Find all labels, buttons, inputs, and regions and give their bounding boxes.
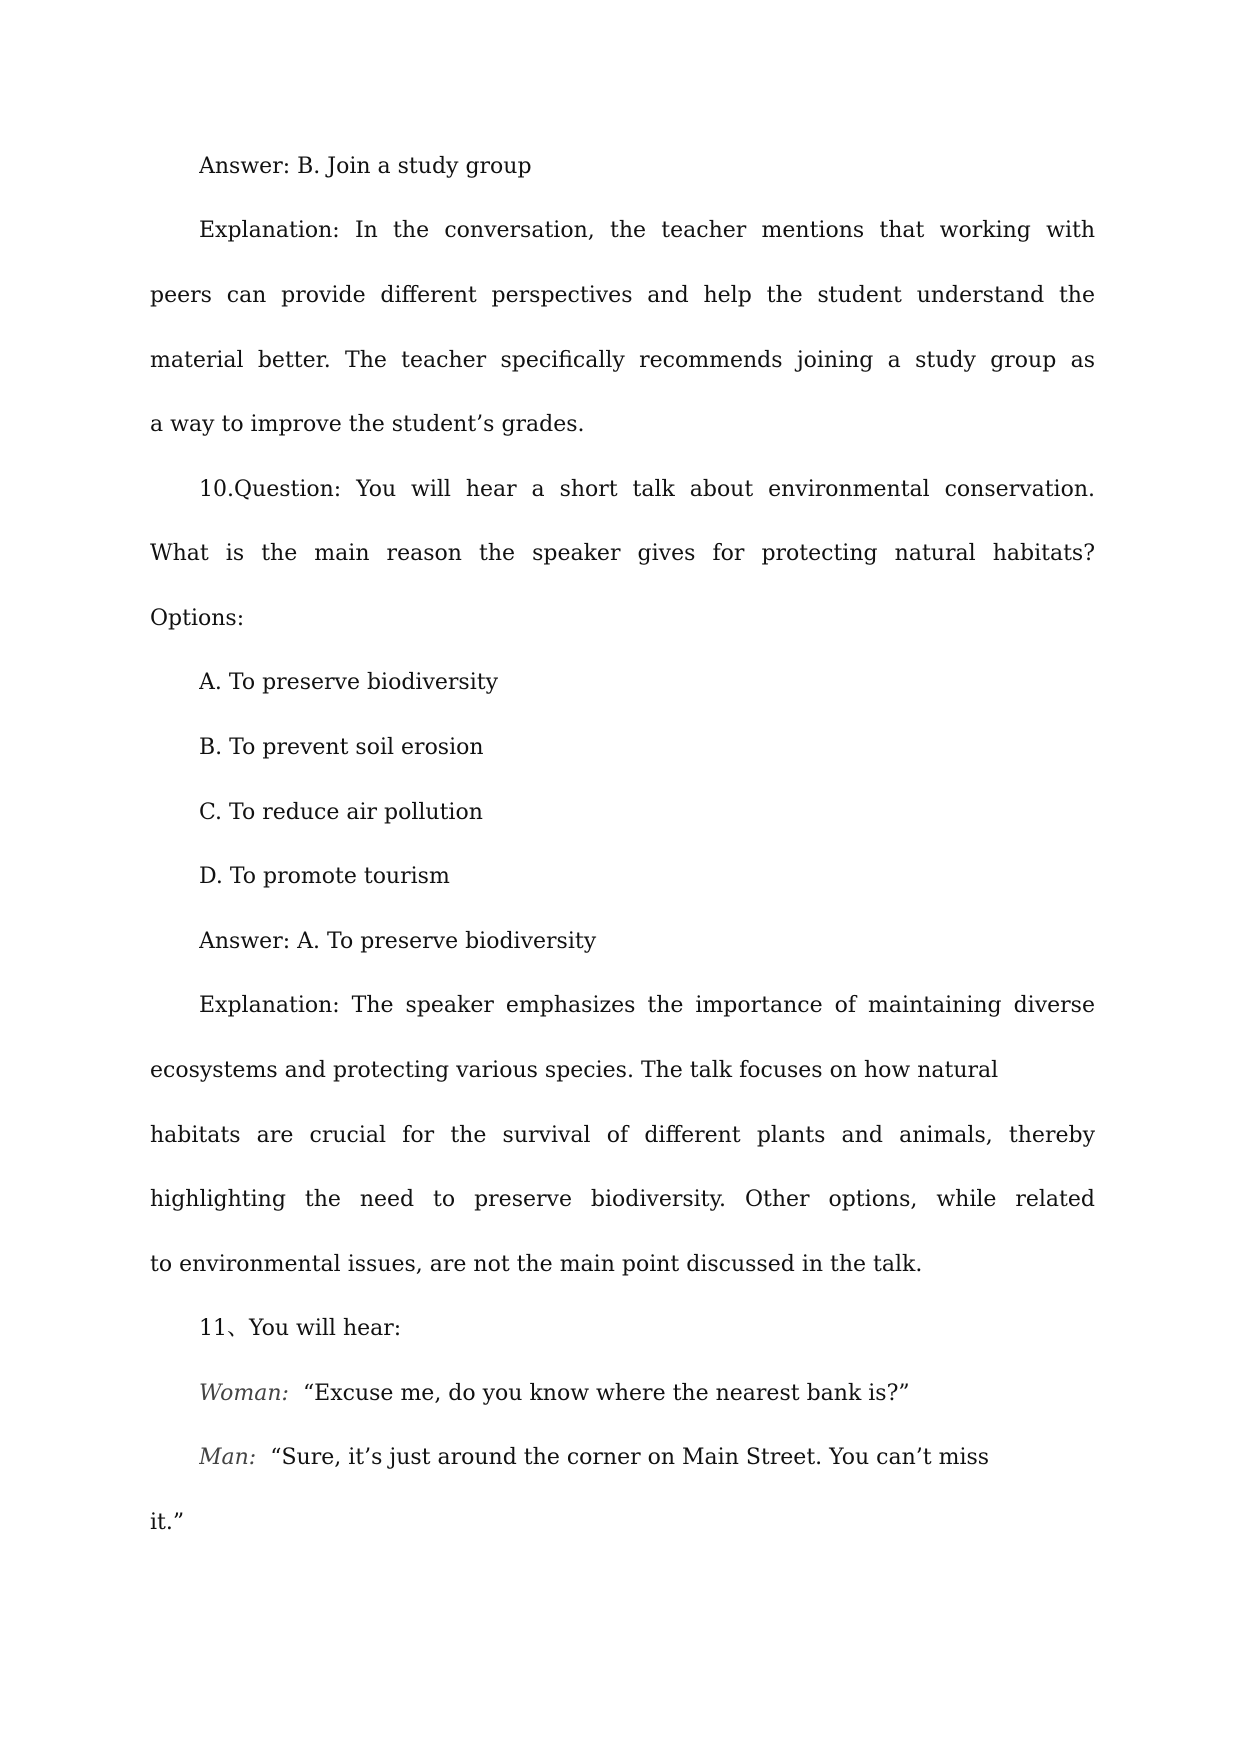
option-d: D. To promote tourism [199,864,450,889]
dialogue-line-man [199,1443,1095,1473]
explanation-line: Explanation: The speaker emphasizes the importance of maintaining diverse [199,993,1095,1018]
explanation-line: ecosystems and protecting various species. The talk focuses on how natural [150,1058,999,1083]
speaker-label: Man: [199,1445,257,1470]
option-b: B. To prevent soil erosion [199,735,484,760]
question-line-q10: 10.Question: You will hear a short talk about environmental conservation. [199,477,1095,502]
answer-line-q10: Answer: A. To preserve biodiversity [199,929,597,954]
answer-line-q9: Answer: B. Join a study group [199,154,532,179]
options-label: Options: [150,606,245,631]
explanation-line: peers can provide different perspectives and help the student understand the [150,283,1095,308]
explanation-line: Explanation: In the conversation, the teacher mentions that working with [199,218,1095,243]
explanation-line: material better. The teacher specifically recommends joining a study group as [150,348,1095,373]
speaker-label: Woman: [199,1381,289,1406]
option-a: A. To preserve biodiversity [199,670,499,695]
dialogue-line-woman [199,1379,1095,1409]
question-line-q10: What is the main reason the speaker gives for protecting natural habitats? [150,541,1095,566]
explanation-line: a way to improve the student’s grades. [150,412,585,437]
dialogue-text: “Excuse me, do you know where the nearest bank is?” [302,1381,910,1406]
explanation-line: to environmental issues, are not the main point discussed in the talk. [150,1252,923,1277]
question-heading-q11: 11、You will hear: [199,1316,402,1341]
explanation-line: highlighting the need to preserve biodiversity. Other options, while related [150,1187,1095,1212]
dialogue-continuation: it.” [150,1510,185,1535]
option-c: C. To reduce air pollution [199,800,483,825]
explanation-line: habitats are crucial for the survival of different plants and animals, thereby [150,1123,1095,1148]
dialogue-text: “Sure, it’s just around the corner on Main Street. You can’t miss [270,1445,990,1470]
